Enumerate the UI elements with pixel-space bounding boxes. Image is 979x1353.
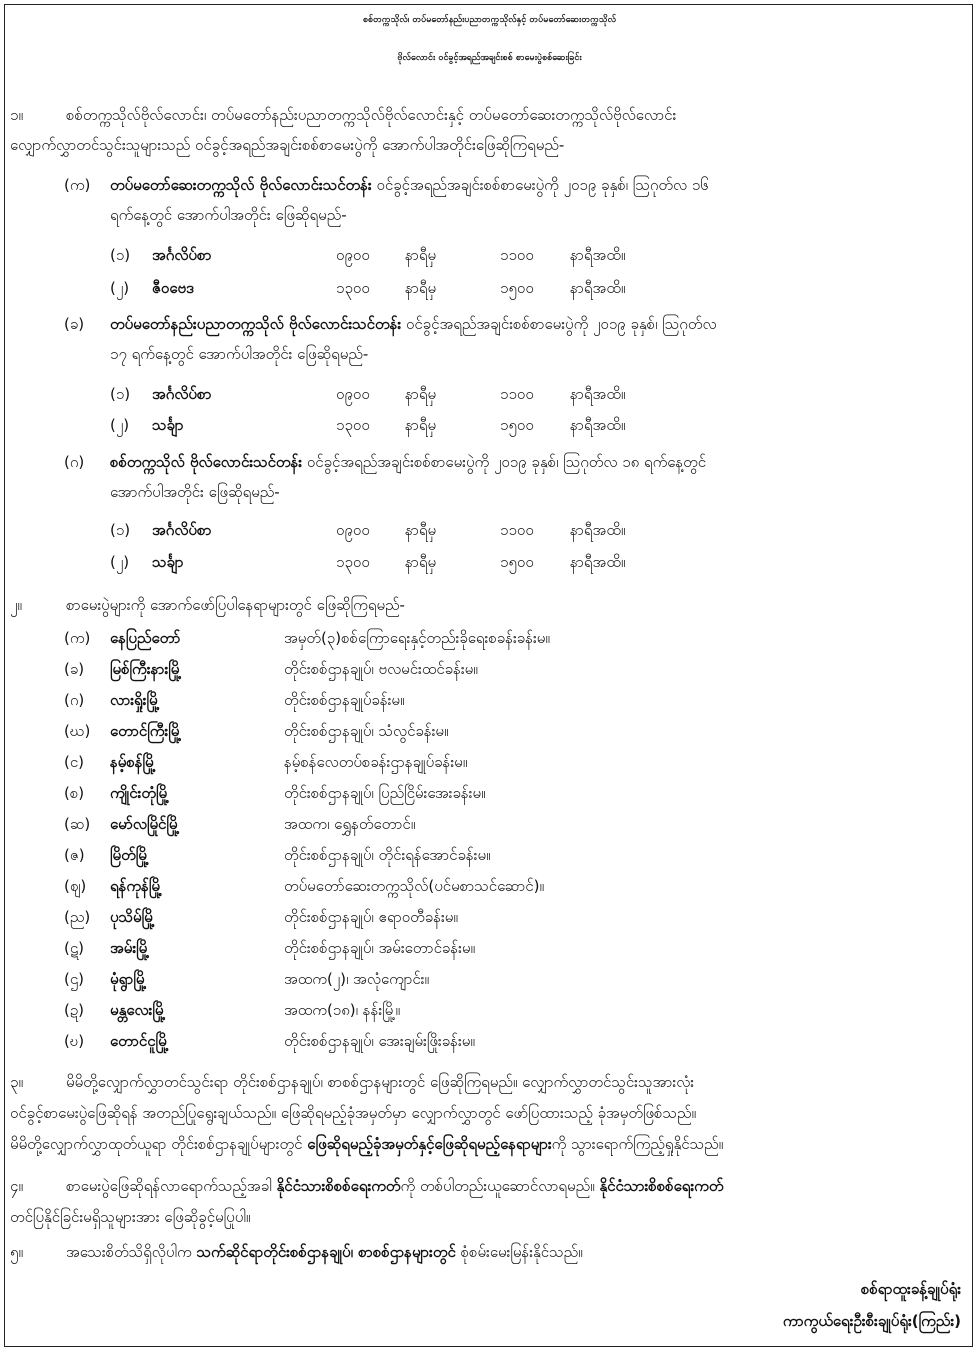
paragraph-4-line-b: တင်ပြနိုင်ခြင်းမရှိသူများအား ဖြေဆိုခွင့်မပြုပါ။: [10, 1208, 251, 1226]
venue-city: မြိတ်မြို့: [110, 846, 150, 864]
venue-city: ပုသိမ်မြို့: [110, 908, 156, 926]
paragraph-5-number: ၅။: [10, 1243, 23, 1261]
venue-place: အမှတ်(၃)စစ်ကြောရေးနှင့်တည်းခိုရေးစခန်းခန်းမ။: [284, 629, 550, 647]
venue-city: နမ့်စန်မြို့: [110, 753, 156, 771]
section-kha-text-a: ဝင်ခွင့်အရည်အချင်းစစ်စာမေးပွဲကို ၂၀၁၉ ခုနှစ်၊ ဩဂုတ်လ: [405, 315, 717, 333]
venue-label: (စ): [64, 784, 85, 802]
schedule-row-num: (၁): [110, 385, 131, 403]
schedule-row-from: ၀၉၀၀: [336, 521, 370, 539]
venue-place: တိုင်းစစ်ဌာနချုပ်၊ အမ်းတောင်ခန်းမ။: [284, 939, 476, 957]
schedule-row-to-unit: နာရီအထိ။: [570, 246, 626, 264]
schedule-row-to-unit: နာရီအထိ။: [570, 553, 626, 571]
section-ka-text: [110, 175, 709, 195]
venue-place: တိုင်းစစ်ဌာနချုပ်၊ ပြည်ငြိမ်းအေးခန်းမ။: [284, 784, 486, 802]
schedule-row-num: (၂): [110, 279, 130, 297]
section-ga-text-b: အောက်ပါအတိုင်း ဖြေဆိုရမည်-: [110, 483, 280, 501]
venue-place: အထက(၁၈)၊ နန်းမြို့။: [284, 1001, 401, 1019]
schedule-row-to-unit: နာရီအထိ။: [570, 385, 626, 403]
venue-place: အထက(၂)၊ အလုံကျောင်း။: [284, 970, 430, 988]
schedule-row-to: ၁၅၀၀: [500, 416, 534, 434]
venue-city: မော်လမြိုင်မြို့: [110, 815, 180, 833]
signature-office-1: စစ်ရာထူးခန့်ချုပ်ရုံး: [860, 1280, 961, 1298]
paragraph-3-line-a: မိမိတို့လျှောက်လွှာတင်သွင်းရာ တိုင်းစစ်ဌာနချုပ်၊ စာစစ်ဌာနများတွင် ဖြေဆိုကြရမည်။ လျှောက်လွှာတင်သွင်းသူအားလုံး: [66, 1073, 695, 1091]
schedule-row-from-unit: နာရီမှ: [405, 553, 437, 571]
venue-place: တိုင်းစစ်ဌာနချုပ်၊ အေးချမ်းဖြိုးခန်းမ။: [284, 1032, 475, 1050]
schedule-row-from: ၁၃၀၀: [336, 553, 370, 571]
schedule-row-from: ၀၉၀၀: [336, 246, 370, 264]
section-ka-text-a: ဝင်ခွင့်အရည်အချင်းစစ်စာမေးပွဲကို ၂၀၁၉ ခုနှစ်၊ ဩဂုတ်လ ၁၆: [376, 176, 709, 194]
venue-city: ရန်ကုန်မြို့: [110, 877, 163, 895]
paragraph-2-intro: စာမေးပွဲများကို အောက်ဖော်ပြပါနေရာများတွင် ဖြေဆိုကြရမည်-: [66, 596, 405, 614]
schedule-row-to: ၁၅၀၀: [500, 279, 534, 297]
schedule-row-num: (၂): [110, 416, 130, 434]
venue-label: (ဆ): [64, 815, 91, 833]
venue-city: နေပြည်တော်: [110, 629, 181, 647]
venue-label: (ဇ): [64, 846, 85, 864]
venue-label: (ည): [64, 908, 91, 926]
section-ga-text-a: ဝင်ခွင့်အရည်အချင်းစစ်စာမေးပွဲကို ၂၀၁၉ ခုနှစ်၊ ဩဂုတ်လ ၁၈ ရက်နေ့တွင်: [306, 453, 707, 471]
schedule-row-from-unit: နာရီမှ: [405, 279, 437, 297]
schedule-row-num: (၁): [110, 246, 131, 264]
schedule-row-num: (၂): [110, 553, 130, 571]
schedule-row-from-unit: နာရီမှ: [405, 416, 437, 434]
venue-place: တိုင်းစစ်ဌာနချုပ်၊ သံလွင်ခန်းမ။: [284, 722, 449, 740]
venue-place: တိုင်းစစ်ဌာနချုပ်၊ ဧရာဝတီခန်းမ။: [284, 908, 458, 926]
schedule-row-from-unit: နာရီမှ: [405, 521, 437, 539]
venue-city: ကျိုင်းတုံမြို့: [110, 784, 170, 802]
section-ga-text: [110, 452, 706, 472]
paragraph-5-line-a-start: အသေးစိတ်သိရှိလိုပါက: [66, 1243, 197, 1261]
schedule-row-to-unit: နာရီအထိ။: [570, 416, 626, 434]
section-ka-head: တပ်မတော်ဆေးတက္ကသိုလ် ဗိုလ်လောင်းသင်တန်း: [110, 176, 372, 194]
schedule-row-to: ၁၁၀၀: [500, 246, 534, 264]
paragraph-3-line-c-bold: ဖြေဆိုရမည့်ခုံအမှတ်နှင့်ဖြေဆိုရမည့်နေရာများ: [307, 1135, 552, 1153]
venue-city: မန္တလေးမြို့: [110, 1001, 166, 1019]
venue-place: တိုင်းစစ်ဌာနချုပ်ခန်းမ။: [284, 691, 405, 709]
venue-label: (ဌ): [64, 970, 85, 988]
schedule-row-subject: အင်္ဂလိပ်စာ: [152, 385, 212, 403]
section-kha-text-b: ၁၇ ရက်နေ့တွင် အောက်ပါအတိုင်း ဖြေဆိုရမည်-: [110, 345, 369, 363]
schedule-row-to: ၁၁၀၀: [500, 385, 534, 403]
paragraph-4-number: ၄။: [10, 1177, 23, 1195]
venue-city: မြစ်ကြီးနားမြို့: [110, 660, 182, 678]
venue-place: အထက၊ ရွှေနတ်တောင်။: [284, 815, 416, 833]
venue-label: (ခ): [64, 660, 85, 678]
paragraph-1-number: ၁။: [10, 106, 23, 124]
venue-label: (ဈ): [64, 877, 87, 895]
paragraph-5-line-a-bold: သက်ဆိုင်ရာတိုင်းစစ်ဌာနချုပ်၊ စာစစ်ဌာနများတွင်: [196, 1243, 456, 1261]
schedule-row-from-unit: နာရီမှ: [405, 246, 437, 264]
signature-office-2: ကာကွယ်ရေးဦးစီးချုပ်ရုံး(ကြည်း): [782, 1312, 961, 1330]
citizenship-card-text: နိုင်ငံသားစိစစ်ရေးကတ်: [599, 1177, 724, 1195]
section-ka-label: (က): [64, 176, 91, 194]
paragraph-4-line-a-mid: ကို တစ်ပါတည်းယူဆောင်လာရမည်။: [400, 1177, 600, 1195]
paragraph-2-number: ၂။: [10, 596, 22, 614]
citizenship-card-text: နိုင်ငံသားစိစစ်ရေးကတ်: [276, 1177, 401, 1195]
title-line-2: ဗိုလ်လောင်း ဝင်ခွင့်အရည်အချင်းစစ် စာမေးပွဲစစ်ဆေးခြင်း: [397, 53, 582, 63]
venue-place: တိုင်းစစ်ဌာနချုပ်၊ ဗလမင်းထင်ခန်းမ။: [284, 660, 478, 678]
venue-city: လားရှိုးမြို့: [110, 691, 160, 709]
section-kha-text: [110, 314, 717, 334]
section-kha-label: (ခ): [64, 315, 85, 333]
venue-label: (က): [64, 629, 91, 647]
venue-label: (င): [64, 753, 85, 771]
venue-place: တိုင်းစစ်ဌာနချုပ်၊ တိုင်းရန်အောင်ခန်းမ။: [284, 846, 491, 864]
venue-place: တပ်မတော်ဆေးတက္ကသိုလ်(ပင်မစာသင်ဆောင်)။: [284, 877, 545, 895]
venue-city: တောင်ငူမြို့: [110, 1032, 169, 1050]
venue-city: မုံရွာမြို့: [110, 970, 147, 988]
paragraph-3-number: ၃။: [10, 1073, 23, 1091]
title-line-1: စစ်တက္ကသိုလ်၊ တပ်မတော်နည်းပညာတက္ကသိုလ်နှင့် တပ်မတော်ဆေးတက္ကသိုလ်: [362, 15, 617, 25]
venue-label: (ဋ): [64, 939, 85, 957]
schedule-row-from: ၁၃၀၀: [336, 416, 370, 434]
paragraph-5-line-a-end: စုံစမ်းမေးမြန်းနိုင်သည်။: [455, 1243, 583, 1261]
schedule-row-from: ၁၃၀၀: [336, 279, 370, 297]
venue-city: အမ်းမြို့: [110, 939, 150, 957]
schedule-row-to-unit: နာရီအထိ။: [570, 279, 626, 297]
venue-label: (ဎ): [64, 1032, 85, 1050]
schedule-row-subject: ဇီဝဗေဒ: [152, 279, 194, 297]
schedule-row-subject: အင်္ဂလိပ်စာ: [152, 521, 212, 539]
schedule-row-num: (၁): [110, 521, 131, 539]
schedule-row-to-unit: နာရီအထိ။: [570, 521, 626, 539]
paragraph-3-line-c: [10, 1134, 723, 1154]
paragraph-3-line-b: ဝင်ခွင့်စာမေးပွဲဖြေဆိုရန် အတည်ပြုရွေးချယ်သည်။ ဖြေဆိုရမည့်ခုံအမှတ်မှာ လျှောက်လွှာတွင် ဖော်ပြထားသည့် ခုံအမှတ်ဖြစ်သည်။: [10, 1104, 697, 1122]
schedule-row-from-unit: နာရီမှ: [405, 385, 437, 403]
paragraph-4-line-a-start: စာမေးပွဲဖြေဆိုရန်လာရောက်သည့်အခါ: [66, 1177, 277, 1195]
venue-city: တောင်ကြီးမြို့: [110, 722, 182, 740]
paragraph-1-intro-b: လျှောက်လွှာတင်သွင်းသူများသည် ဝင်ခွင့်အရည်အချင်းစစ်စာမေးပွဲကို အောက်ပါအတိုင်းဖြေဆိုကြရမည်-: [10, 136, 565, 154]
section-ka-text-b: ရက်နေ့တွင် အောက်ပါအတိုင်း ဖြေဆိုရမည်-: [110, 206, 347, 224]
schedule-row-subject: သင်္ချာ: [152, 553, 184, 571]
paragraph-3-line-c-start: မိမိတို့လျှောက်လွှာထုတ်ယူရာ တိုင်းစစ်ဌာနချုပ်များတွင်: [10, 1135, 308, 1153]
paragraph-4-line-a: [66, 1176, 723, 1196]
venue-place: နမ့်စန်လေတပ်စခန်းဌာနချုပ်ခန်းမ။: [284, 753, 468, 771]
paragraph-1-intro-a: စစ်တက္ကသိုလ်ဗိုလ်လောင်း၊ တပ်မတော်နည်းပညာတက္ကသိုလ်ဗိုလ်လောင်းနှင့် တပ်မတော်ဆေးတက္ကသိုလ်ဗိုလ်လောင်း: [66, 106, 677, 124]
venue-label: (ဂ): [64, 691, 85, 709]
schedule-row-to: ၁၅၀၀: [500, 553, 534, 571]
venue-label: (ဃ): [64, 722, 91, 740]
schedule-row-subject: အင်္ဂလိပ်စာ: [152, 246, 212, 264]
section-ga-label: (ဂ): [64, 453, 85, 471]
paragraph-3-line-c-end: ကို သွားရောက်ကြည့်ရှုနိုင်သည်။: [551, 1135, 724, 1153]
section-kha-head: တပ်မတော်နည်းပညာတက္ကသိုလ် ဗိုလ်လောင်းသင်တန်း: [110, 315, 402, 333]
schedule-row-to: ၁၁၀၀: [500, 521, 534, 539]
schedule-row-subject: သင်္ချာ: [152, 416, 184, 434]
schedule-row-from: ၀၉၀၀: [336, 385, 370, 403]
venue-label: (ဍ): [64, 1001, 85, 1019]
section-ga-head: စစ်တက္ကသိုလ် ဗိုလ်လောင်းသင်တန်း: [110, 453, 303, 471]
paragraph-5-line-a: [66, 1242, 583, 1262]
